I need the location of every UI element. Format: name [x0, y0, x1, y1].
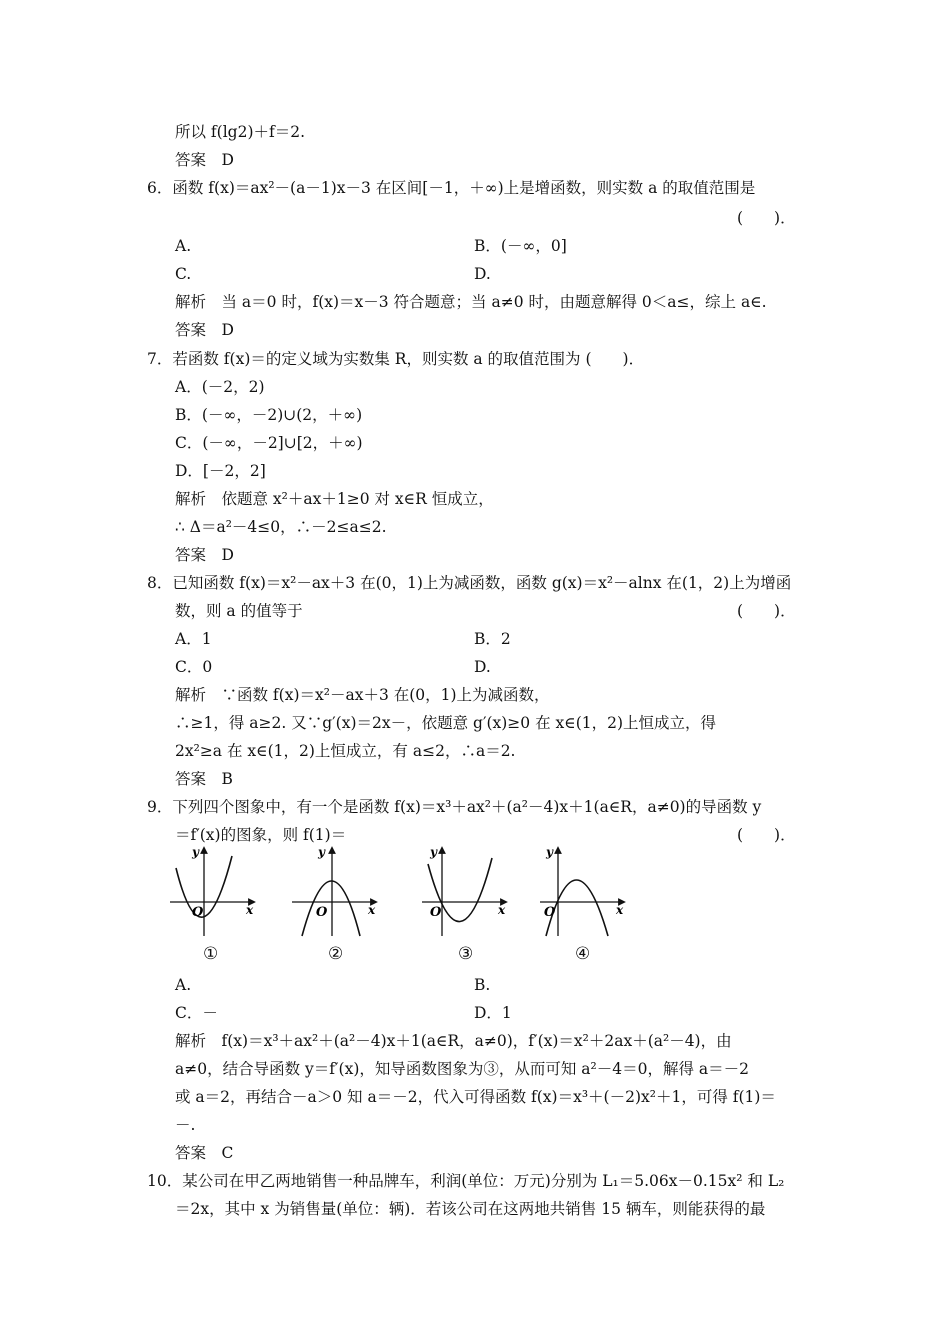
- analysis-line: 解析 ∵函数 f(x)＝x²－ax＋3 在(0，1)上为减函数，: [175, 686, 550, 704]
- question-9: 9．下列四个图象中，有一个是函数 f(x)＝x³＋ax²＋(a²－4)x＋1(a∈R，a≠0)的导函数 y: [147, 798, 762, 816]
- answer-line: 答案 D: [175, 546, 234, 564]
- option-a: A.: [175, 976, 192, 994]
- answer-blank: ( )．: [737, 602, 796, 620]
- axis-x-label: x: [246, 903, 254, 917]
- option-d: D．[－2，2]: [175, 462, 266, 480]
- origin-label: O: [544, 905, 556, 920]
- option-b: B．2: [474, 630, 511, 648]
- analysis-line: 或 a＝2，再结合－a＞0 知 a＝－2，代入可得函数 f(x)＝x³＋(－2)x²＋1，可得 f(1)＝: [175, 1088, 776, 1106]
- text-line: 所以 f(lg2)＋f＝2.: [175, 123, 306, 141]
- question-7: 7．若函数 f(x)＝的定义域为实数集 R，则实数 a 的取值范围为 ( )．: [147, 350, 645, 368]
- question-10-cont: ＝2x，其中 x 为销售量(单位：辆)．若该公司在这两地共销售 15 辆车，则能获得的最: [175, 1200, 766, 1218]
- answer-blank: ( )．: [737, 209, 796, 227]
- option-b: B．(－∞，－2)∪(2，＋∞): [175, 406, 363, 424]
- option-a: A．(－2，2): [175, 378, 265, 396]
- graph-2: [290, 846, 380, 938]
- question-10: 10．某公司在甲乙两地销售一种品牌车，利润(单位：万元)分别为 L₁＝5.06x－0.15x² 和 L₂: [147, 1172, 785, 1190]
- question-9-cont: ＝f′(x)的图象，则 f(1)＝: [175, 826, 347, 844]
- option-d: D.: [474, 658, 491, 676]
- axis-y-label: y: [318, 846, 325, 859]
- analysis-line: ∴ Δ＝a²－4≤0，∴－2≤a≤2.: [175, 518, 387, 536]
- origin-label: O: [192, 905, 204, 920]
- answer-line: 答案 D: [175, 151, 234, 169]
- answer-line: 答案 D: [175, 321, 234, 339]
- question-8-cont: 数，则 a 的值等于: [175, 602, 303, 620]
- option-c: C．－: [175, 1004, 218, 1022]
- option-c: C．0: [175, 658, 213, 676]
- analysis-line: 解析 依题意 x²＋ax＋1≥0 对 x∈R 恒成立，: [175, 490, 494, 508]
- analysis-line: ∴≥1，得 a≥2. 又∵g′(x)＝2x－，依题意 g′(x)≥0 在 x∈(1，2)上恒成立，得: [175, 714, 717, 732]
- graph-4: [538, 846, 628, 938]
- origin-label: O: [316, 905, 328, 920]
- analysis-line: a≠0，结合导函数 y＝f′(x)，知导函数图象为③，从而可知 a²－4＝0，解得 a＝－2: [175, 1060, 750, 1078]
- axis-x-label: x: [616, 903, 624, 917]
- graph-label-2: ②: [328, 944, 344, 964]
- answer-line: 答案 B: [175, 770, 233, 788]
- axis-y-label: y: [430, 846, 437, 859]
- axis-y-label: y: [192, 846, 199, 859]
- graph-label-4: ④: [575, 944, 591, 964]
- analysis-line: 2x²≥a 在 x∈(1，2)上恒成立，有 a≤2，∴a＝2.: [175, 742, 516, 760]
- option-d: D．1: [474, 1004, 512, 1022]
- graph-label-1: ①: [203, 944, 219, 964]
- analysis-line: 解析 f(x)＝x³＋ax²＋(a²－4)x＋1(a∈R，a≠0)，f′(x)＝x²＋2ax＋(a²－4)，由: [175, 1032, 732, 1050]
- question-8: 8．已知函数 f(x)＝x²－ax＋3 在(0，1)上为减函数，函数 g(x)＝x²－alnx 在(1，2)上为增函: [147, 574, 792, 592]
- option-a: A.: [175, 237, 192, 255]
- graph-3: [420, 846, 510, 938]
- option-b: B．(－∞，0]: [474, 237, 567, 255]
- axis-y-label: y: [546, 846, 553, 859]
- axis-x-label: x: [498, 903, 506, 917]
- option-b: B.: [474, 976, 491, 994]
- answer-line: 答案 C: [175, 1144, 234, 1162]
- answer-blank: ( )．: [737, 826, 796, 844]
- option-d: D.: [474, 265, 491, 283]
- analysis-line: －.: [175, 1116, 196, 1134]
- analysis-line: 解析 当 a＝0 时，f(x)＝x－3 符合题意；当 a≠0 时，由题意解得 0＜a≤，综上 a∈.: [175, 293, 767, 311]
- graph-label-3: ③: [458, 944, 474, 964]
- origin-label: O: [430, 905, 442, 920]
- graph-1: [168, 846, 258, 938]
- question-6: 6．函数 f(x)＝ax²－(a－1)x－3 在区间[－1，＋∞)上是增函数，则实数 a 的取值范围是: [147, 179, 756, 197]
- option-c: C．(－∞，－2]∪[2，＋∞): [175, 434, 363, 452]
- option-c: C.: [175, 265, 192, 283]
- axis-x-label: x: [368, 903, 376, 917]
- option-a: A．1: [175, 630, 212, 648]
